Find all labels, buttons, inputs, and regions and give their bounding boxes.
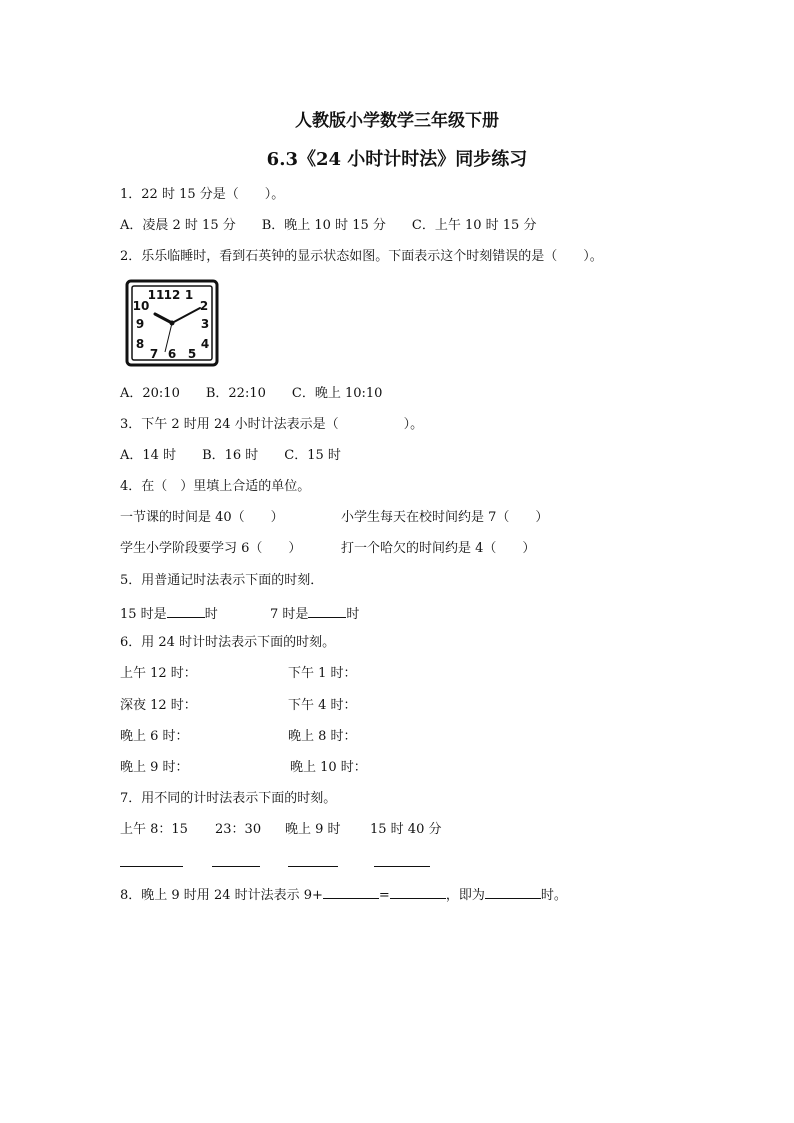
clock-number-6: 6 bbox=[167, 347, 177, 361]
q7-time: 15 时 40 分 bbox=[370, 822, 442, 837]
clock-number-12: 12 bbox=[163, 288, 181, 302]
q5-item-suffix: 时 bbox=[204, 607, 218, 622]
q3-stem: 3．下午 2 时用 24 小时计法表示是（ ）。 bbox=[120, 417, 424, 432]
q6-item: 深夜 12 时： bbox=[120, 698, 197, 713]
clock-number-8: 8 bbox=[135, 337, 145, 351]
answer-blank[interactable] bbox=[167, 603, 205, 618]
answer-blank[interactable] bbox=[374, 852, 430, 873]
q5-item bbox=[270, 603, 359, 624]
q4-item: 小学生每天在校时间约是 7（ ） bbox=[341, 510, 549, 525]
q8-text: ，即为 bbox=[445, 888, 485, 903]
q7-time: 23：30 bbox=[215, 822, 262, 837]
q8-text: 8．晚上 9 时用 24 时计法表示 9+ bbox=[120, 888, 323, 903]
q6-item: 晚上 10 时： bbox=[290, 760, 367, 775]
answer-blank[interactable] bbox=[308, 603, 346, 618]
q7-stem: 7．用不同的计时法表示下面的时刻。 bbox=[120, 791, 337, 806]
q6-item: 下午 1 时： bbox=[288, 666, 357, 681]
q8-text: 时。 bbox=[540, 888, 567, 903]
q4-item: 打一个哈欠的时间约是 4（ ） bbox=[341, 541, 536, 556]
q3-options: A．14 时 B．16 时 C．15 时 bbox=[120, 448, 341, 463]
clock-number-10: 10 bbox=[132, 299, 150, 313]
q6-item: 晚上 6 时： bbox=[120, 729, 189, 744]
clock-number-9: 9 bbox=[135, 317, 145, 331]
q7-time: 上午 8：15 bbox=[120, 822, 188, 837]
clock-number-4: 4 bbox=[200, 337, 210, 351]
q6-item: 下午 4 时： bbox=[288, 698, 357, 713]
clock-number-2: 2 bbox=[199, 299, 209, 313]
clock-number-7: 7 bbox=[149, 347, 159, 361]
answer-blank[interactable] bbox=[212, 852, 260, 873]
q5-item-suffix: 时 bbox=[346, 607, 360, 622]
clock-image bbox=[125, 279, 219, 367]
q4-stem: 4．在（ ）里填上合适的单位。 bbox=[120, 479, 311, 494]
q5-item-prefix: 7 时是 bbox=[270, 607, 309, 622]
clock-number-5: 5 bbox=[187, 347, 197, 361]
q5-stem: 5．用普通记时法表示下面的时刻． bbox=[120, 573, 324, 588]
q6-item: 晚上 9 时： bbox=[120, 760, 189, 775]
answer-blank[interactable] bbox=[120, 852, 183, 873]
q6-item: 上午 12 时： bbox=[120, 666, 197, 681]
clock-number-3: 3 bbox=[200, 317, 210, 331]
clock-number-1: 1 bbox=[184, 288, 194, 302]
q5-item-prefix: 15 时是 bbox=[120, 607, 167, 622]
q6-stem: 6．用 24 时计时法表示下面的时刻。 bbox=[120, 635, 336, 650]
q8-line bbox=[120, 884, 567, 905]
clock-number-11: 11 bbox=[147, 288, 165, 302]
worksheet-title: 人教版小学数学三年级下册 bbox=[295, 111, 499, 131]
q2-options: A．20:10 B．22:10 C．晚上 10:10 bbox=[120, 386, 383, 401]
worksheet-subtitle: 6.3《24 小时计时法》同步练习 bbox=[266, 149, 528, 170]
q8-text: = bbox=[378, 888, 390, 903]
q4-item: 学生小学阶段要学习 6（ ） bbox=[120, 541, 302, 556]
q7-time: 晚上 9 时 bbox=[285, 822, 341, 837]
answer-blank[interactable] bbox=[288, 852, 338, 873]
answer-blank[interactable] bbox=[390, 884, 446, 899]
q5-item bbox=[120, 603, 218, 624]
answer-blank[interactable] bbox=[485, 884, 541, 899]
q2-stem: 2．乐乐临睡时，看到石英钟的显示状态如图。下面表示这个时刻错误的是（ ）。 bbox=[120, 249, 603, 264]
clock-center bbox=[170, 321, 175, 326]
q1-stem: 1．22 时 15 分是（ ）。 bbox=[120, 187, 285, 202]
answer-blank[interactable] bbox=[323, 884, 379, 899]
q1-options: A．凌晨 2 时 15 分 B．晚上 10 时 15 分 C．上午 10 时 15 分 bbox=[120, 218, 537, 233]
q4-item: 一节课的时间是 40（ ） bbox=[120, 510, 284, 525]
q6-item: 晚上 8 时： bbox=[288, 729, 357, 744]
